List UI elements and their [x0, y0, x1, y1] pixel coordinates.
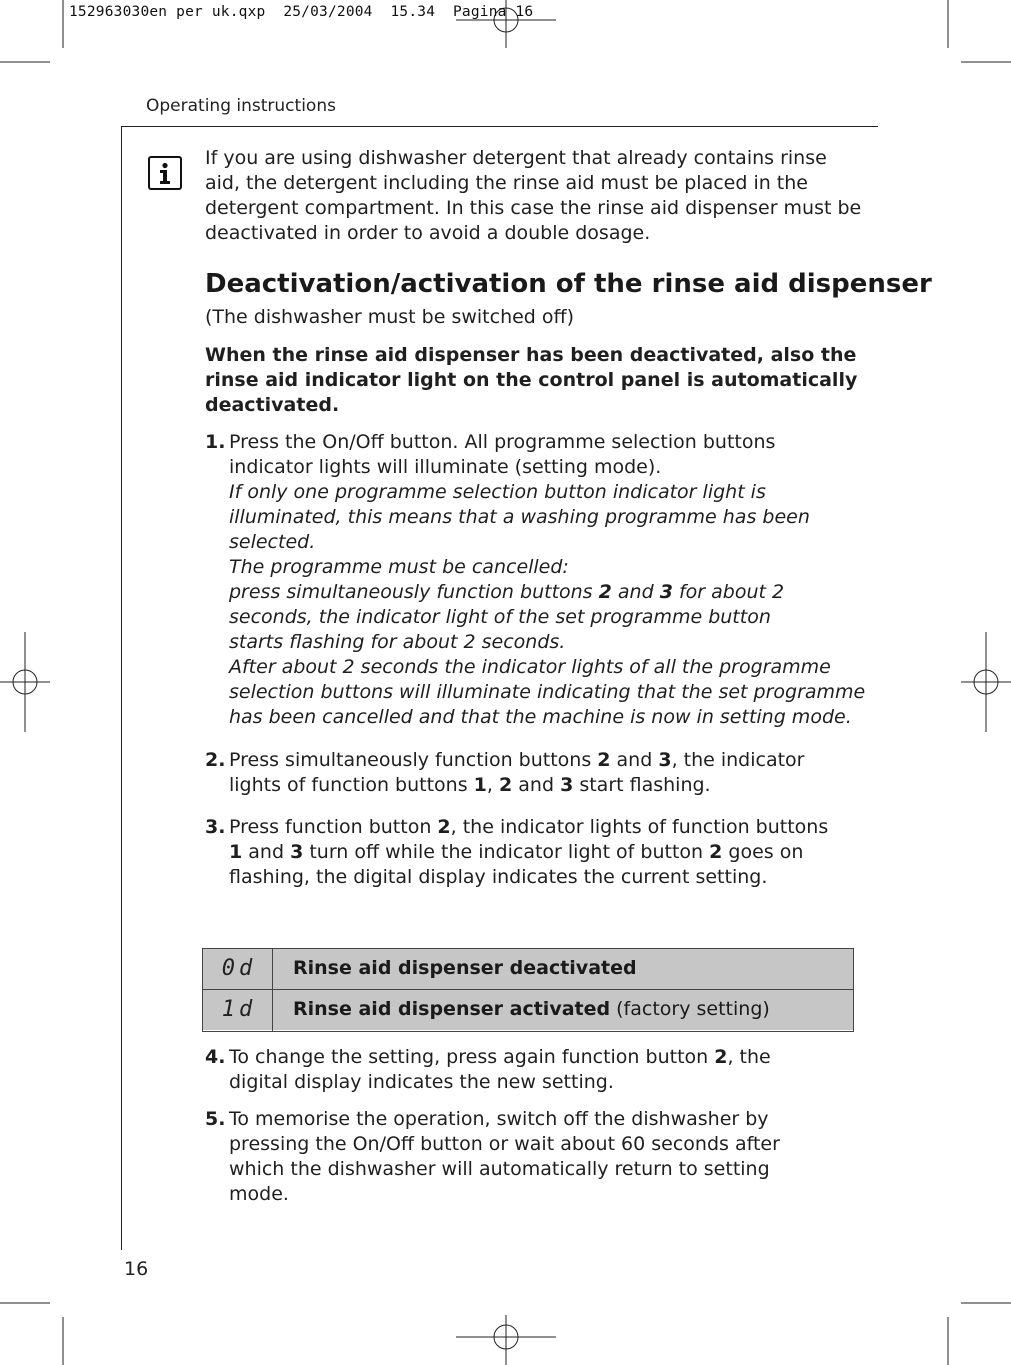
table-divider [203, 989, 853, 990]
step-3 [205, 815, 835, 890]
step-number: 2. [205, 749, 226, 771]
page-number: 16 [124, 1258, 149, 1280]
step-text: Press simultaneously function buttons [229, 749, 598, 771]
button-number: 3 [560, 774, 574, 796]
step-italic-note: The programme must be cancelled: [229, 556, 569, 578]
step-text: To memorise the operation, switch off the dishwasher by pressing the On/Off button or wait about 60 seconds after which the dishwasher will automatically return to setting mode. [229, 1108, 780, 1205]
step-number: 3. [205, 816, 226, 838]
step-italic-note: for about 2 seconds, the indicator light of the set programme button starts flashing for about 2 seconds. [229, 581, 785, 653]
step-text: , the indicator lights of function buttons [450, 816, 829, 838]
step-text: , [486, 774, 499, 796]
button-number: 1 [473, 774, 487, 796]
settings-table [202, 948, 854, 1032]
step-text: Press the On/Off button. All programme selection buttons indicator lights will illuminate (setting mode). [229, 431, 776, 478]
button-number: 2 [499, 774, 513, 796]
button-number: 3 [290, 841, 304, 863]
setting-label: Rinse aid dispenser activated [293, 998, 611, 1020]
info-note-text: If you are using dishwasher detergent that already contains rinse aid, the detergent including the rinse aid must be placed in the detergent compartment. In this case the rinse aid dispenser must be deactivated in order to avoid a double dosage. [205, 147, 862, 244]
button-number: 2 [598, 581, 612, 603]
step-number: 1. [205, 431, 226, 453]
print-slug: 152963030en per uk.qxp 25/03/2004 15.34 Pagina 16 [69, 4, 534, 20]
step-text: To change the setting, press again function button [229, 1046, 715, 1068]
info-icon [148, 156, 182, 190]
step-italic-note: and [611, 581, 660, 603]
button-number: 2 [714, 1046, 728, 1068]
step-italic-note: After about 2 seconds the indicator lights of all the programme selection buttons will illuminate indicating that the set programme has been cancelled and that the machine is now in setting mode. [229, 656, 866, 728]
step-1 [205, 430, 865, 730]
section-title: Deactivation/activation of the rinse aid dispenser [205, 269, 932, 299]
step-text: turn off while the indicator light of button [303, 841, 710, 863]
step-italic-note: If only one programme selection button indicator light is illuminated, this means that a washing programme has been selected. [229, 481, 810, 553]
button-number: 2 [709, 841, 723, 863]
button-number: 3 [659, 581, 673, 603]
step-text: start flashing. [573, 774, 711, 796]
step-text: , the indicator lights of function buttons [229, 749, 805, 796]
step-5 [205, 1107, 835, 1207]
digital-display-value: 1d [221, 997, 257, 1022]
header-rule [121, 126, 878, 127]
step-2 [205, 748, 805, 798]
bold-warning: When the rinse aid dispenser has been deactivated, also the rinse aid indicator light on the control panel is automatically deactivated. [205, 344, 858, 416]
button-number: 1 [229, 841, 243, 863]
button-number: 2 [597, 749, 611, 771]
section-subnote: (The dishwasher must be switched off) [205, 306, 575, 328]
table-row [203, 949, 853, 989]
step-4 [205, 1045, 835, 1095]
step-text: , the digital display indicates the new setting. [229, 1046, 771, 1093]
button-number: 2 [437, 816, 451, 838]
table-column-divider [272, 949, 273, 1031]
setting-label: Rinse aid dispenser deactivated [293, 957, 637, 979]
step-number: 4. [205, 1046, 226, 1068]
step-text: goes on flashing, the digital display indicates the current setting. [229, 841, 804, 888]
step-italic-note: press simultaneously function buttons [229, 581, 599, 603]
step-text: and [512, 774, 561, 796]
button-number: 3 [658, 749, 672, 771]
table-row [203, 990, 853, 1030]
step-text: and [610, 749, 659, 771]
step-number: 5. [205, 1108, 226, 1130]
margin-rule [121, 126, 122, 1250]
setting-suffix: (factory setting) [610, 998, 770, 1020]
step-text: Press function button [229, 816, 438, 838]
digital-display-value: 0d [221, 956, 257, 981]
step-text: and [242, 841, 291, 863]
running-head: Operating instructions [146, 96, 336, 116]
